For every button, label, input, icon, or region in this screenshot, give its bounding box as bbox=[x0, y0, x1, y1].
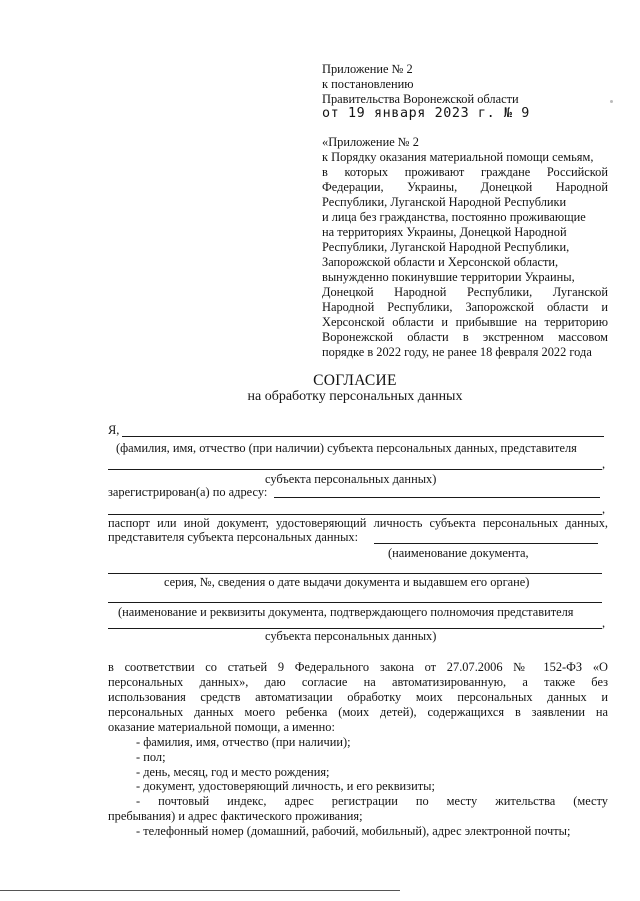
annex-line: и лица без гражданства, постоянно проживающие bbox=[322, 210, 586, 224]
comma: , bbox=[602, 616, 606, 630]
annex-line: Федерации, Украины, Донецкой Народной bbox=[322, 180, 608, 194]
appendix-reference: к постановлению bbox=[322, 77, 414, 91]
subject-caption: субъекта персональных данных) bbox=[265, 629, 437, 643]
annex-line: Донецкой Народной Республики, Луганской bbox=[322, 285, 608, 299]
annex-line: Республики, Луганской Народной Республики bbox=[322, 195, 567, 209]
annex-title: «Приложение № 2 bbox=[322, 135, 419, 149]
list-item: - телефонный номер (домашний, рабочий, мобильный), адрес электронной почты; bbox=[136, 824, 571, 838]
consent-paragraph: оказание материальной помощи, а именно: bbox=[108, 720, 335, 734]
appendix-authority: Правительства Воронежской области bbox=[322, 92, 519, 106]
consent-paragraph: персональных данных», даю согласие на автоматизированную, а также без bbox=[108, 675, 608, 689]
annex-line: Херсонской области и прибывшие на территорию bbox=[322, 315, 608, 329]
document-subtitle: на обработку персональных данных bbox=[247, 389, 463, 404]
annex-line: в которых проживают граждане Российской bbox=[322, 165, 608, 179]
fio-caption: (фамилия, имя, отчество (при наличии) субъекта персональных данных, представителя bbox=[116, 441, 577, 455]
annex-line: Запорожской области и Херсонской области, bbox=[322, 255, 559, 269]
series-caption: серия, №, сведения о дате выдачи документа и выдавшем его органе) bbox=[164, 575, 530, 589]
list-item: - фамилия, имя, отчество (при наличии); bbox=[136, 735, 351, 749]
comma: , bbox=[602, 502, 606, 516]
authority-field-line[interactable] bbox=[108, 602, 602, 603]
consent-paragraph: использования средств автоматизации обработку моих персональных данных и bbox=[108, 690, 608, 704]
authority-caption: (наименование и реквизиты документа, подтверждающего полномочия представителя bbox=[118, 605, 574, 619]
annex-line: Народной Республики, Запорожской области и bbox=[322, 300, 608, 314]
address-field-line-2[interactable] bbox=[108, 514, 602, 515]
annex-line: Воронежской области в экстренном массовом bbox=[322, 330, 608, 344]
address-field-line[interactable] bbox=[274, 497, 600, 498]
document-field-line[interactable] bbox=[374, 543, 598, 544]
ya-label: Я, bbox=[108, 423, 120, 437]
consent-paragraph: в соответствии со статьей 9 Федерального закона от 27.07.2006 № 152-ФЗ «О bbox=[108, 660, 608, 674]
fio-field-line[interactable] bbox=[122, 436, 604, 437]
annex-line: к Порядку оказания материальной помощи семьям, bbox=[322, 150, 594, 164]
annex-line: на территориях Украины, Донецкой Народной bbox=[322, 225, 567, 239]
annex-line: вынужденно покинувшие территории Украины, bbox=[322, 270, 575, 284]
registered-label: зарегистрирован(а) по адресу: bbox=[108, 485, 268, 499]
passport-text: паспорт или иной документ, удостоверяющий личность субъекта персональных данных, bbox=[108, 516, 608, 530]
list-item: - пол; bbox=[136, 750, 166, 764]
scan-edge-line bbox=[0, 890, 400, 891]
scan-speck bbox=[610, 100, 613, 103]
list-item: пребывания) и адрес фактического проживания; bbox=[108, 809, 363, 823]
doc-name-caption: (наименование документа, bbox=[388, 546, 529, 560]
passport-text: представителя субъекта персональных данных: bbox=[108, 530, 359, 544]
consent-paragraph: персональных данных моего ребенка (моих детей), содержащихся в заявлении на bbox=[108, 705, 608, 719]
annex-line: порядке в 2022 году, не ранее 18 февраля 2022 года bbox=[322, 345, 592, 359]
list-item: - почтовый индекс, адрес регистрации по месту жительства (месту bbox=[136, 794, 608, 808]
subject-caption: субъекта персональных данных) bbox=[265, 472, 437, 486]
representative-field-line[interactable] bbox=[108, 469, 602, 470]
list-item: - день, месяц, год и место рождения; bbox=[136, 765, 330, 779]
appendix-number: Приложение № 2 bbox=[322, 62, 413, 76]
appendix-date: от 19 января 2023 г. № 9 bbox=[322, 106, 530, 121]
list-item: - документ, удостоверяющий личность, и его реквизиты; bbox=[136, 779, 435, 793]
document-details-field-line[interactable] bbox=[108, 573, 602, 574]
annex-line: Республики, Луганской Народной Республики, bbox=[322, 240, 570, 254]
document-title: СОГЛАСИЕ bbox=[313, 372, 397, 389]
comma: , bbox=[602, 457, 606, 471]
